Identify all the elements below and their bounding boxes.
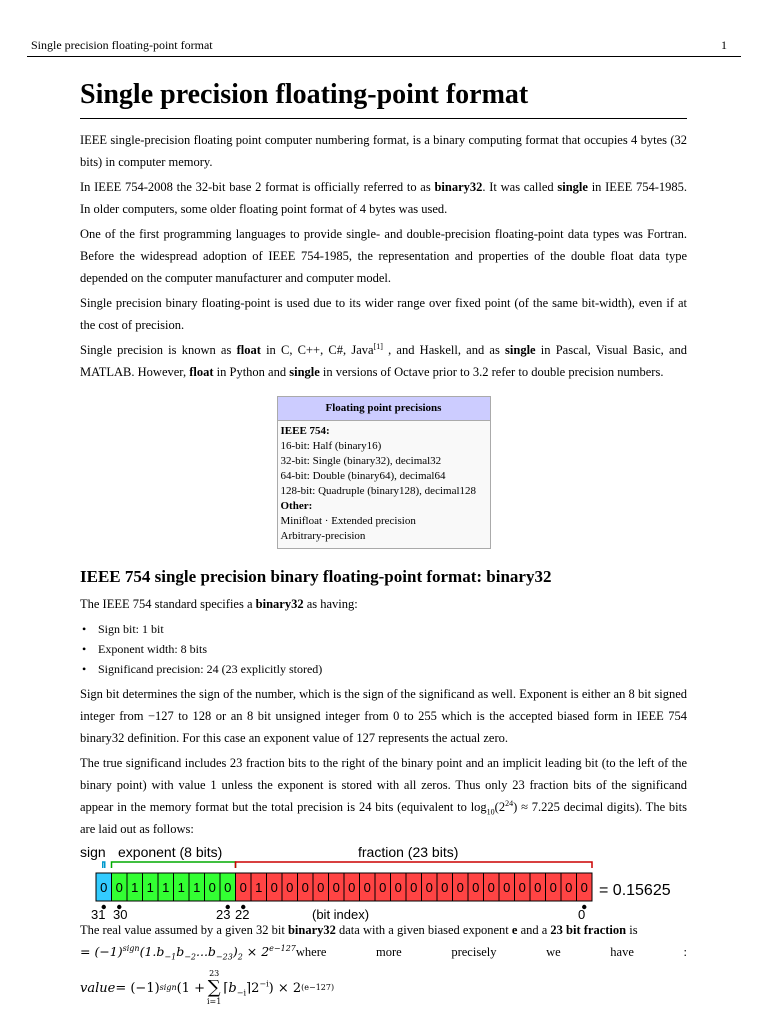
infobox-other-label: Other: <box>280 500 313 512</box>
running-header-title: Single precision floating-point format <box>31 38 213 52</box>
bold-term: float <box>189 365 214 379</box>
sum-upper: 23 <box>209 969 220 978</box>
bit-index-23: 23 <box>216 907 231 922</box>
bit-value: 0 <box>379 880 387 895</box>
exponent-bracket <box>112 862 236 868</box>
infobox-body <box>278 421 490 548</box>
bit-value: 0 <box>317 880 325 895</box>
superscript: 24 <box>505 798 514 808</box>
formula-text: ...b <box>196 944 216 959</box>
bold-term: float <box>236 343 261 357</box>
exponent-label: exponent (8 bits) <box>118 844 223 860</box>
text: The real value assumed by a given 32 bit <box>80 923 288 937</box>
bit-value: 1 <box>255 880 263 895</box>
bit-index-0: 0 <box>578 907 586 922</box>
significand-paragraph <box>80 752 687 840</box>
text: In older computers, some older floating point format of 4 bytes was used. <box>80 202 448 216</box>
formula-sup: sign <box>159 983 177 992</box>
bit-value: 0 <box>534 880 542 895</box>
bit-value: 0 <box>549 880 557 895</box>
article-body <box>80 78 687 1007</box>
text: precisely <box>451 945 497 959</box>
bit-index-22: 22 <box>235 907 250 922</box>
formula-text: 2 <box>251 980 260 996</box>
bit-value: 0 <box>224 880 232 895</box>
bit-value: 1 <box>177 880 185 895</box>
bit-value: 1 <box>162 880 170 895</box>
text: Single precision is known as <box>80 343 237 357</box>
bit-value: 0 <box>472 880 480 895</box>
intro-paragraph-3: One of the first programming languages to provide single- and double-precision floating-point data types was Fortran. Before the widespread adoption of IEEE 754-1985, the representation and properties of the double float data type depended on the computer manufacturer and computer model. <box>80 227 687 285</box>
bold-term: single <box>557 180 588 194</box>
infobox-item[interactable]: Arbitrary-precision <box>280 530 366 542</box>
reference-link[interactable]: [1] <box>373 341 383 351</box>
bold-term: 23 bit fraction <box>550 923 627 937</box>
bit-value: 1 <box>131 880 139 895</box>
formula-sup: −i <box>259 979 269 989</box>
text: we <box>546 945 561 959</box>
formula-sup: e−127 <box>269 943 296 953</box>
summation <box>207 969 221 1007</box>
text: data with a given biased exponent <box>335 923 512 937</box>
sum-lower: i=1 <box>206 997 222 1006</box>
text: more <box>376 945 402 959</box>
infobox-item[interactable]: 64-bit: Double (binary64), decimal64 <box>280 470 446 482</box>
formula-text: ) <box>232 944 238 959</box>
list-item: • Significand precision: 24 (23 explicitly stored) <box>98 659 687 679</box>
bit-cells <box>96 873 592 901</box>
formula-text: b <box>228 980 237 996</box>
formula-text: b <box>176 944 185 959</box>
sum-symbol: ∑ <box>207 977 221 998</box>
text: where <box>295 945 327 959</box>
bold-term: e <box>511 923 518 937</box>
spec-list <box>80 619 687 679</box>
text: in versions of Octave prior to 3.2 refer to double precision numbers. <box>319 365 664 379</box>
bold-term: binary32 <box>255 597 304 611</box>
text: in Python and <box>213 365 290 379</box>
sign-bracket <box>103 862 105 868</box>
text: . It was called <box>482 180 558 194</box>
intro-paragraph-1: IEEE single-precision floating point computer numbering format, is a binary computing format that occupies 4 bytes (32 bits) in computer memory. <box>80 133 687 169</box>
text: : <box>683 945 687 959</box>
formula-sub: −i <box>236 988 247 998</box>
formula-text: = (−1) <box>80 944 123 959</box>
bit-value: 0 <box>301 880 309 895</box>
text: and a <box>517 923 551 937</box>
bit-value: 0 <box>487 880 495 895</box>
text: in Pascal, Visual Basic, and MATLAB. However, <box>80 343 688 379</box>
bit-value: 0 <box>270 880 278 895</box>
formula-sub: −2 <box>184 952 196 962</box>
formula-text: (1 + <box>176 980 205 996</box>
sign-bit-paragraph: Sign bit determines the sign of the number, which is the sign of the significand as well. Exponent is either an 8 bit signed integer from −127 to 128 or an 8 bit unsigned integer from 0 to 255 which is the accepted biased form in IEEE 754 binary32 definition. For this case an exponent value of 127 represents the actual zero. <box>80 687 687 745</box>
formula-line-1 <box>80 941 687 963</box>
bit-value: 0 <box>286 880 294 895</box>
running-header <box>27 38 741 57</box>
formula-sup: sign <box>122 943 140 953</box>
bit-value: 0 <box>239 880 247 895</box>
text: is <box>626 923 638 937</box>
bit-value: 0 <box>580 880 588 895</box>
bit-value: 0 <box>456 880 464 895</box>
page-number: 1 <box>721 38 727 52</box>
formula-text: ) × 2 <box>268 980 302 996</box>
list-item: • Exponent width: 8 bits <box>98 639 687 659</box>
infobox-ieee-label: IEEE 754: <box>280 425 330 437</box>
bold-term: binary32 <box>287 923 336 937</box>
bit-value: 0 <box>100 880 108 895</box>
infobox-floating-point-precisions <box>277 396 491 549</box>
formula-lhs: value <box>80 980 116 996</box>
text: ) ≈ 7.225 decimal digits). The bits are laid out as follows: <box>80 800 687 836</box>
real-value-paragraph <box>80 922 687 938</box>
formula-1 <box>80 941 326 963</box>
formula-text: = (−1) <box>115 980 160 996</box>
intro-paragraph-5 <box>80 339 687 383</box>
bit-index-caption: (bit index) <box>312 907 370 922</box>
section-heading: IEEE 754 single precision binary floating-point format: binary32 <box>80 567 552 586</box>
text: In IEEE 754-2008 the 32-bit base 2 format is officially referred to as <box>80 180 435 194</box>
sign-label: sign <box>80 844 106 860</box>
infobox-item[interactable]: 32-bit: Single (binary32), decimal32 <box>280 455 442 467</box>
intro-paragraph-4: Single precision binary floating-point is used due to its wider range over fixed point (of the same bit-width), even if at the cost of precision. <box>80 296 687 332</box>
bold-term: binary32 <box>434 180 483 194</box>
text: in C, C++, C#, Java <box>260 343 374 357</box>
bit-value: 0 <box>348 880 356 895</box>
text: as having: <box>303 597 358 611</box>
bit-value: 0 <box>410 880 418 895</box>
infobox-item[interactable]: 16-bit: Half (binary16) <box>280 440 382 452</box>
text: in IEEE 754-1985. <box>587 180 687 194</box>
bold-term: single <box>505 343 536 357</box>
bit-value: 1 <box>146 880 154 895</box>
infobox-item[interactable]: 128-bit: Quadruple (binary128), decimal128 <box>280 485 477 497</box>
bit-index-31: 31 <box>91 907 106 922</box>
formula-line-2: value = (−1) sign (1 + 23 ∑ i=1 $⌈b_{-i}⌉2^{-i}$ ) × 2 (e−127) <box>80 969 335 1006</box>
binary32-bit-layout-diagram <box>80 844 690 922</box>
field-brackets <box>103 862 592 868</box>
text: The true significand includes 23 fraction bits to the right of the binary point and an implicit leading bit (to the left of the binary point) with value 1 unless the exponent is stored with all zeros. Thus only 23 fraction bits of the significand appear in the memory format but the total precision is 24 bits (equivalent to log <box>80 756 687 814</box>
infobox-header: Floating point precisions <box>278 397 490 421</box>
formula-text: × 2 <box>242 944 270 959</box>
result-value: = 0.15625 <box>599 882 671 899</box>
formula-sub: −23 <box>215 952 233 962</box>
fraction-label: fraction (23 bits) <box>358 844 459 860</box>
formula-text: (1.b <box>139 944 165 959</box>
text: The IEEE 754 standard specifies a <box>80 597 256 611</box>
spec-intro <box>80 593 687 615</box>
bit-value: 0 <box>441 880 449 895</box>
bit-value: 0 <box>394 880 402 895</box>
bit-value: 0 <box>115 880 123 895</box>
fraction-bracket <box>236 862 593 868</box>
subscript: 10 <box>486 807 495 817</box>
bit-value: 0 <box>332 880 340 895</box>
bit-value: 0 <box>503 880 511 895</box>
formula-sub: 2 <box>237 952 243 962</box>
bold-term: single <box>289 365 320 379</box>
bit-value: 0 <box>363 880 371 895</box>
formula-sub: −1 <box>164 952 177 962</box>
bit-value: 0 <box>565 880 573 895</box>
bit-value: 0 <box>425 880 433 895</box>
bit-value: 0 <box>208 880 216 895</box>
bit-value: 1 <box>193 880 201 895</box>
infobox-item[interactable]: Minifloat · Extended precision <box>280 515 416 527</box>
text: (2 <box>494 800 506 814</box>
text: , and Haskell, and as <box>382 343 506 357</box>
list-item: • Sign bit: 1 bit <box>98 619 687 639</box>
text: have <box>610 945 634 959</box>
bit-index-30: 30 <box>113 907 128 922</box>
page-title: Single precision floating-point format <box>80 78 687 119</box>
intro-paragraph-2 <box>80 176 687 220</box>
bit-value: 0 <box>518 880 526 895</box>
